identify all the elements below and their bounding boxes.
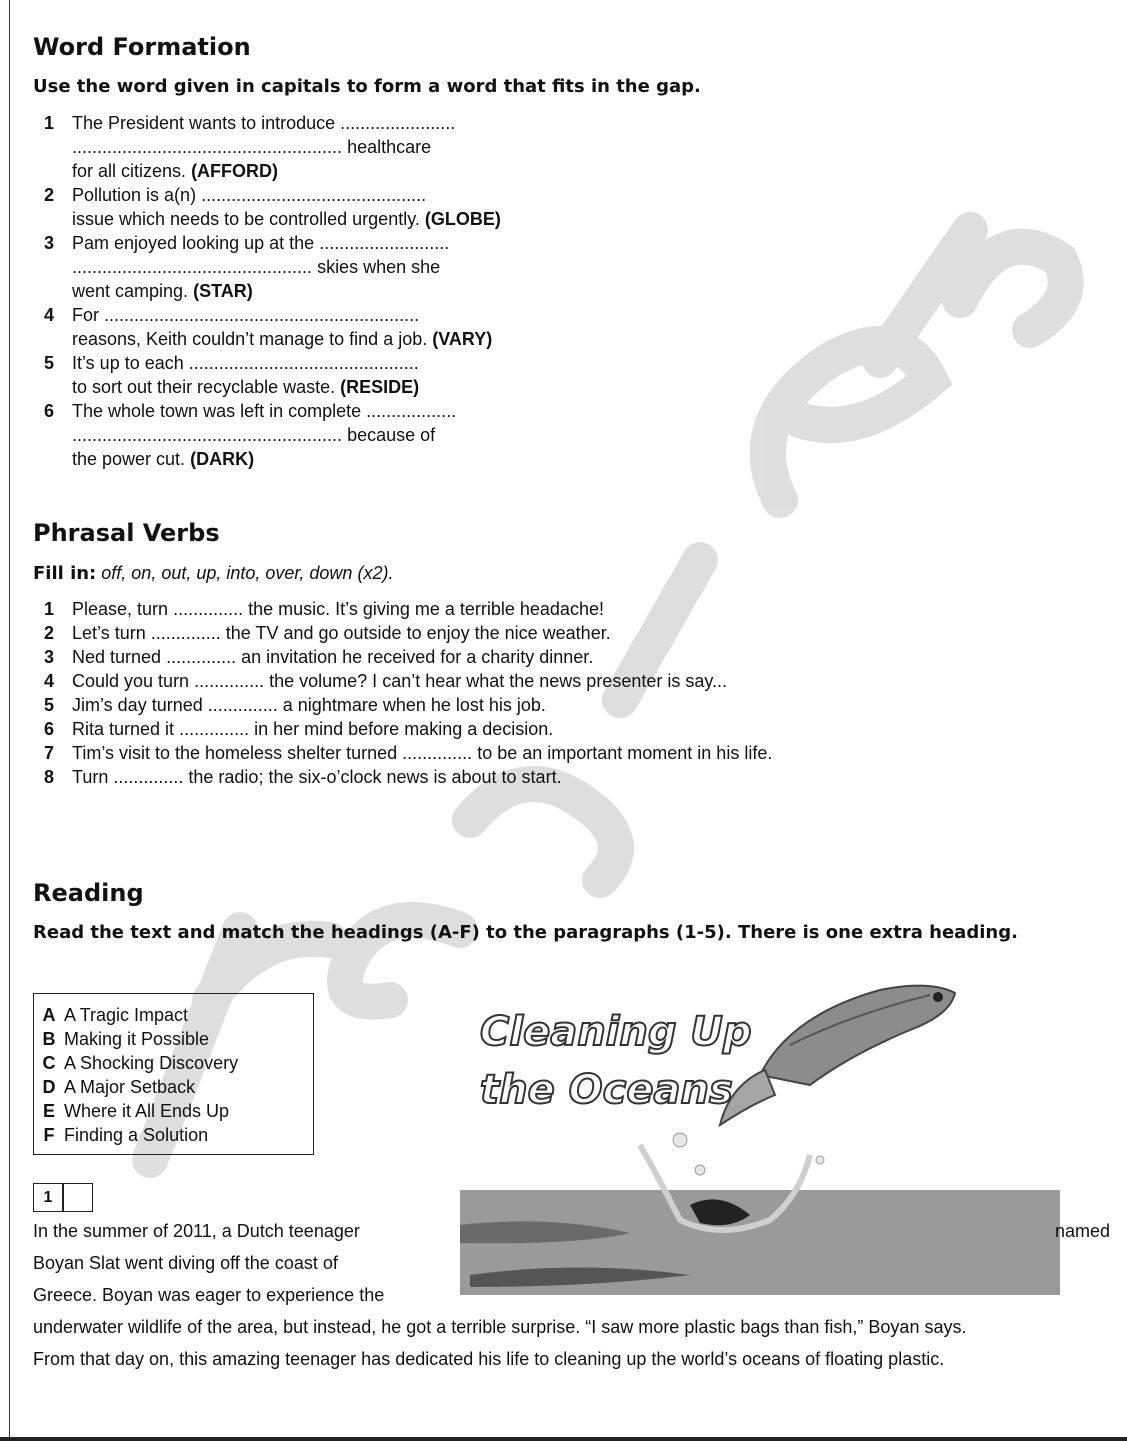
heading-item xyxy=(34,1003,313,1027)
word-formation-instruction: Use the word given in capitals to form a word that fits in the gap. xyxy=(33,76,701,97)
word-formation-title: Word Formation xyxy=(33,33,251,61)
given-word: (RESIDE) xyxy=(340,377,420,397)
item-text: The President wants to introduce xyxy=(72,113,336,133)
fish-icon xyxy=(720,986,955,1125)
wf-item-6 xyxy=(44,399,514,423)
word-formation-list xyxy=(44,111,514,471)
image-title-line2: the Oceans xyxy=(480,1067,733,1113)
heading-letter: F xyxy=(43,1125,55,1145)
wf-item-5 xyxy=(44,351,514,375)
item-text: went camping. xyxy=(72,281,189,301)
item-text: an invitation he received for a charity dinner. xyxy=(241,647,594,667)
pv-item-4 xyxy=(44,669,1094,693)
item-number: 6 xyxy=(44,719,55,739)
heading-text: A Shocking Discovery xyxy=(64,1053,239,1073)
answer-gap[interactable]: .............. xyxy=(207,695,278,715)
answer-gap[interactable]: ....................... xyxy=(340,113,456,133)
given-word: (AFFORD) xyxy=(191,161,279,181)
wf-item-2-line2 xyxy=(44,207,514,231)
item-number: 6 xyxy=(44,401,55,421)
item-text: Let’s turn xyxy=(72,623,146,643)
answer-gap[interactable]: .............. xyxy=(173,599,244,619)
wf-item-4-line2 xyxy=(44,327,514,351)
ocean-fish-illustration xyxy=(430,975,1070,1305)
paragraph-answer-box[interactable] xyxy=(63,1183,93,1212)
item-text: Jim’s day turned xyxy=(72,695,203,715)
item-text: issue which needs to be controlled urgently. xyxy=(72,209,420,229)
item-number: 1 xyxy=(44,113,55,133)
item-text: the radio; the six-o’clock news is about to start. xyxy=(188,767,562,787)
fill-in-words: off, on, out, up, into, over, down (x2). xyxy=(101,563,394,583)
heading-text: Where it All Ends Up xyxy=(64,1101,230,1121)
item-text: the volume? I can’t hear what the news presenter is say... xyxy=(269,671,728,691)
item-number: 3 xyxy=(44,233,55,253)
phrasal-verbs-list xyxy=(44,597,1094,789)
given-word: (STAR) xyxy=(193,281,253,301)
item-text: Ned turned xyxy=(72,647,162,667)
pv-item-2 xyxy=(44,621,1094,645)
item-text: Rita turned it xyxy=(72,719,175,739)
answer-gap[interactable]: .......................... xyxy=(319,233,450,253)
wf-item-4 xyxy=(44,303,514,327)
item-number: 8 xyxy=(44,767,55,787)
fill-in-label: Fill in: xyxy=(33,563,97,584)
reading-title: Reading xyxy=(33,879,144,907)
heading-letter: D xyxy=(42,1077,56,1097)
item-text: Please, turn xyxy=(72,599,169,619)
headings-box xyxy=(33,993,314,1155)
pv-item-3 xyxy=(44,645,1094,669)
paragraph-line: From that day on, this amazing teenager has dedicated his life to cleaning up the world’s oceans of floating plastic. xyxy=(33,1349,945,1369)
item-text: the TV and go outside to enjoy the nice weather. xyxy=(225,623,611,643)
image-title-line1: Cleaning Up xyxy=(480,1009,752,1055)
item-text: It’s up to each xyxy=(72,353,184,373)
answer-gap[interactable]: .............. xyxy=(402,743,473,763)
answer-gap[interactable]: .............. xyxy=(194,671,265,691)
wf-item-1-line3 xyxy=(44,159,514,183)
answer-gap[interactable]: .............. xyxy=(166,647,237,667)
heading-text: Finding a Solution xyxy=(64,1125,209,1145)
item-text: Turn xyxy=(72,767,109,787)
item-text: the power cut. xyxy=(72,449,186,469)
bottom-rule xyxy=(0,1437,1127,1441)
item-text: skies when she xyxy=(317,257,441,277)
item-text: because of xyxy=(347,425,436,445)
heading-letter: C xyxy=(42,1053,56,1073)
wf-item-2 xyxy=(44,183,514,207)
item-number: 5 xyxy=(44,695,55,715)
answer-gap[interactable]: .................. xyxy=(366,401,457,421)
given-word: (GLOBE) xyxy=(424,209,501,229)
answer-gap[interactable]: .............. xyxy=(179,719,250,739)
item-number: 3 xyxy=(44,647,55,667)
answer-gap[interactable]: .............. xyxy=(113,767,184,787)
item-number: 2 xyxy=(44,623,55,643)
answer-gap[interactable]: ...................................................... xyxy=(72,137,343,157)
wf-item-3 xyxy=(44,231,514,255)
paragraph-line: Boyan Slat went diving off the coast of xyxy=(33,1253,338,1273)
item-text: The whole town was left in complete xyxy=(72,401,362,421)
pv-item-1 xyxy=(44,597,1094,621)
paragraph-number: 1 xyxy=(33,1183,63,1212)
heading-letter: A xyxy=(42,1005,56,1025)
item-text: Pollution is a(n) xyxy=(72,185,197,205)
item-number: 1 xyxy=(44,599,55,619)
pv-item-6 xyxy=(44,717,1094,741)
heading-text: A Major Setback xyxy=(64,1077,196,1097)
answer-gap[interactable]: ............................................. xyxy=(201,185,427,205)
answer-gap[interactable]: ............................................................... xyxy=(104,305,420,325)
item-text: a nightmare when he lost his job. xyxy=(282,695,546,715)
wf-item-3-line3 xyxy=(44,279,514,303)
wf-item-1-line2 xyxy=(44,135,514,159)
answer-gap[interactable]: .............................................. xyxy=(188,353,419,373)
wf-item-1 xyxy=(44,111,514,135)
wf-item-3-line2 xyxy=(44,255,514,279)
paragraph-line: Greece. Boyan was eager to experience the xyxy=(33,1285,385,1305)
item-text: healthcare xyxy=(347,137,432,157)
reading-instruction: Read the text and match the headings (A-F) to the paragraphs (1-5). There is one extra heading. xyxy=(33,922,1018,943)
item-number: 7 xyxy=(44,743,55,763)
paragraph-line: underwater wildlife of the area, but instead, he got a terrible surprise. “I saw more plastic bags than fish,” Boyan says. xyxy=(33,1317,967,1337)
item-number: 5 xyxy=(44,353,55,373)
paragraph-line: named xyxy=(1055,1221,1111,1241)
heading-item xyxy=(34,1027,313,1051)
wf-item-6-line2 xyxy=(44,423,514,447)
heading-letter: E xyxy=(42,1101,55,1121)
pv-item-5 xyxy=(44,693,1094,717)
answer-gap[interactable]: ................................................ xyxy=(72,257,313,277)
item-text: for all citizens. xyxy=(72,161,187,181)
heading-item xyxy=(34,1123,313,1147)
heading-item xyxy=(34,1051,313,1075)
heading-letter: B xyxy=(42,1029,56,1049)
item-text: Pam enjoyed looking up at the xyxy=(72,233,315,253)
item-number: 4 xyxy=(44,671,55,691)
item-number: 4 xyxy=(44,305,55,325)
wf-item-6-line3 xyxy=(44,447,514,471)
heading-text: A Tragic Impact xyxy=(64,1005,189,1025)
pv-item-7 xyxy=(44,741,1094,765)
item-text: Tim’s visit to the homeless shelter turned xyxy=(72,743,398,763)
given-word: (VARY) xyxy=(432,329,493,349)
phrasal-verbs-instruction xyxy=(33,563,393,584)
given-word: (DARK) xyxy=(190,449,255,469)
heading-text: Making it Possible xyxy=(64,1029,210,1049)
phrasal-verbs-title: Phrasal Verbs xyxy=(33,519,220,547)
answer-gap[interactable]: ...................................................... xyxy=(72,425,343,445)
item-text: in her mind before making a decision. xyxy=(254,719,554,739)
pv-item-8 xyxy=(44,765,1094,789)
item-text: For xyxy=(72,305,99,325)
page-left-border xyxy=(9,0,10,1441)
heading-item xyxy=(34,1099,313,1123)
item-text: the music. It’s giving me a terrible headache! xyxy=(248,599,604,619)
item-text: Could you turn xyxy=(72,671,190,691)
heading-item xyxy=(34,1075,313,1099)
item-text: to be an important moment in his life. xyxy=(477,743,773,763)
paragraph-line: In the summer of 2011, a Dutch teenager xyxy=(33,1221,360,1241)
wf-item-5-line2 xyxy=(44,375,514,399)
item-text: to sort out their recyclable waste. xyxy=(72,377,336,397)
answer-gap[interactable]: .............. xyxy=(150,623,221,643)
item-number: 2 xyxy=(44,185,55,205)
item-text: reasons, Keith couldn’t manage to find a job. xyxy=(72,329,428,349)
